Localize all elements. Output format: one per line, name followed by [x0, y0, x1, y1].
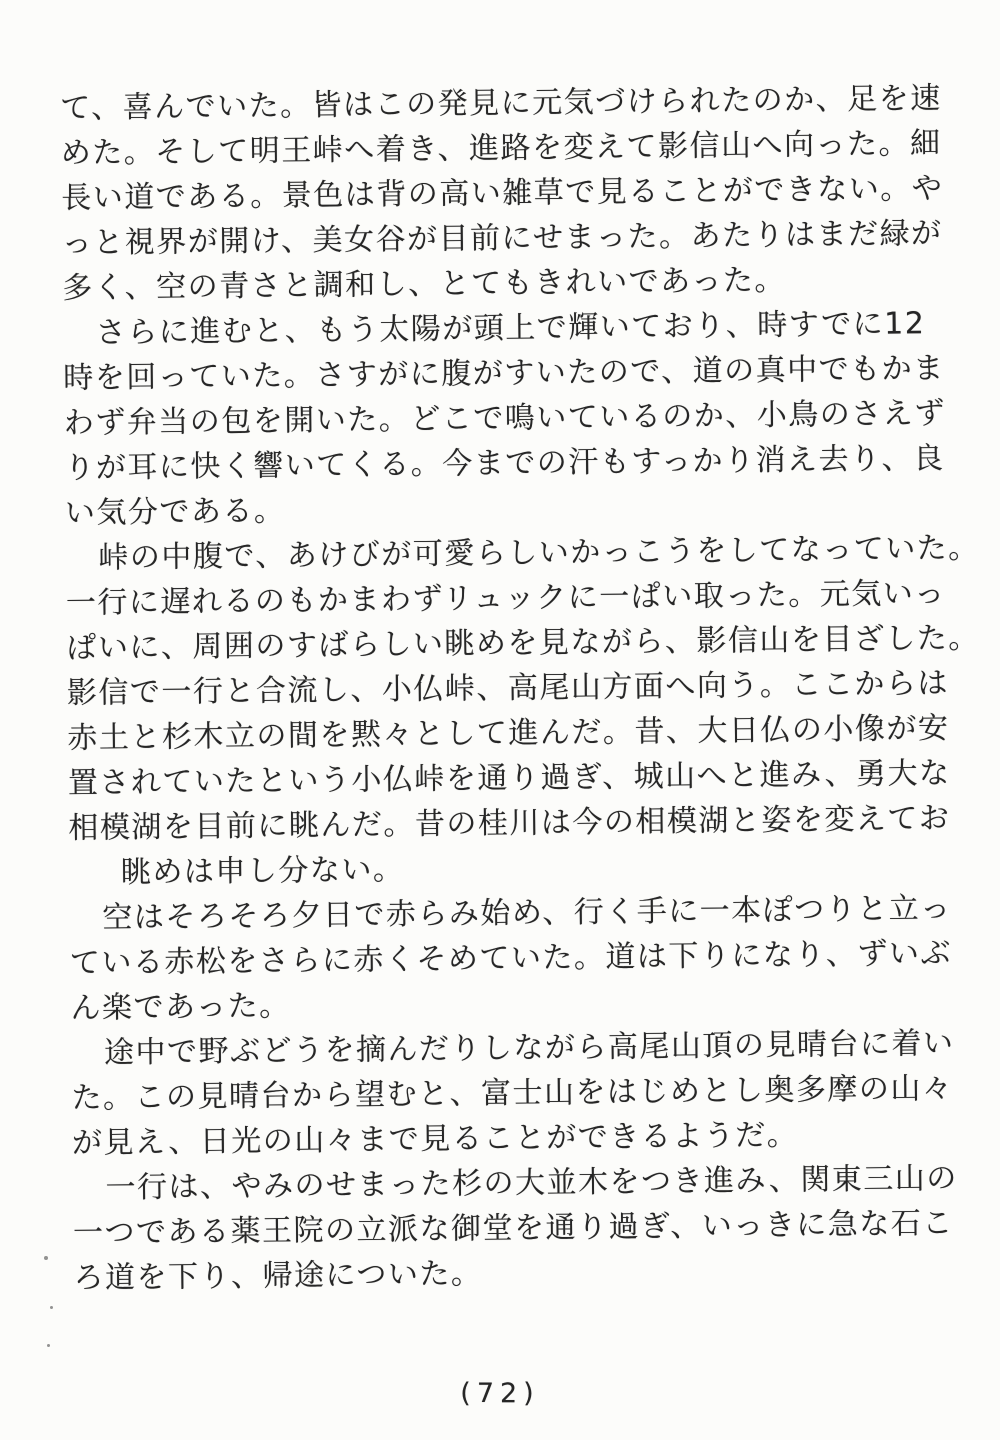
text-line: 置されていたという小仏峠を通り過ぎ、城山へと進み、勇大な — [67, 755, 951, 801]
scan-speck — [44, 1256, 48, 1260]
scan-speck — [50, 1306, 53, 1309]
text-line: 一つである薬王院の立派な御堂を通り過ぎ、いっきに急な石こ — [72, 1205, 954, 1251]
text-line: い気分である。 — [64, 493, 286, 531]
text-line: て、喜んでいた。皆はこの発見に元気づけられたのか、足を速 — [60, 81, 942, 126]
text-line: ん楽であった。 — [70, 988, 291, 1026]
handwritten-text-block — [60, 76, 981, 1301]
text-line: た。この見晴台から望むと、富士山をはじめとし奥多摩の山々 — [71, 1070, 954, 1116]
scan-speck — [47, 1344, 50, 1347]
text-line: ている赤松をさらに赤くそめていた。道は下りになり、ずいぶ — [69, 935, 953, 981]
text-line: 多く、空の青さと調和し、とてもきれいであった。 — [62, 262, 787, 306]
text-line: 時を回っていた。さすがに腹がすいたので、道の真中でもかま — [63, 350, 945, 396]
text-line: 影信で一行と合流し、小仏峠、高尾山方面へ向う。ここからは — [66, 665, 950, 711]
text-line: 空はそろそろ夕日で赤らみ始め、行く手に一本ぽつりと立っ — [102, 890, 952, 936]
text-line: 相模湖を目前に眺んだ。昔の桂川は今の相模湖と姿を変えてお — [68, 800, 951, 846]
text-line: っと視界が開け、美女谷が目前にせまった。あたりはまだ緑が — [61, 215, 943, 261]
text-line: 途中で野ぶどうを摘んだりしながら高尾山頂の見晴台に着い — [103, 1025, 955, 1071]
text-line: が見え、日光の山々まで見ることができるようだ。 — [71, 1117, 799, 1161]
text-line: 峠の中腹で、あけびが可愛らしいかっこうをしてなっていた。 — [98, 530, 980, 576]
text-line: ぱいに、周囲のすばらしい眺めを見ながら、影信山を目ざした。 — [66, 620, 981, 666]
text-line: 一行は、やみのせまった杉の大並木をつき進み、関東三山の — [105, 1160, 958, 1206]
text-line: 一行に遅れるのもかまわずリュックに一ぱい取った。元気いっ — [65, 575, 946, 621]
text-line: 眺めは申し分ない。 — [120, 852, 405, 891]
text-line: さらに進むと、もう太陽が頭上で輝いており、時すでに12 — [95, 306, 926, 351]
text-line: わず弁当の包を開いた。どこで鳴いているのか、小鳥のさえず — [63, 395, 946, 441]
text-line: りが耳に快く響いてくる。今までの汗もすっかり消え去り、良 — [64, 440, 945, 486]
text-line: 長い道である。景色は背の高い雑草で見ることができない。や — [61, 170, 944, 216]
text-line: めた。そして明王峠へ着き、進路を変えて影信山へ向った。細 — [60, 126, 942, 171]
text-line: ろ道を下り、帰途についた。 — [73, 1256, 483, 1296]
text-line: 赤土と杉木立の間を黙々として進んだ。昔、大日仏の小像が安 — [67, 710, 950, 756]
page-number: (72) — [460, 1378, 540, 1409]
